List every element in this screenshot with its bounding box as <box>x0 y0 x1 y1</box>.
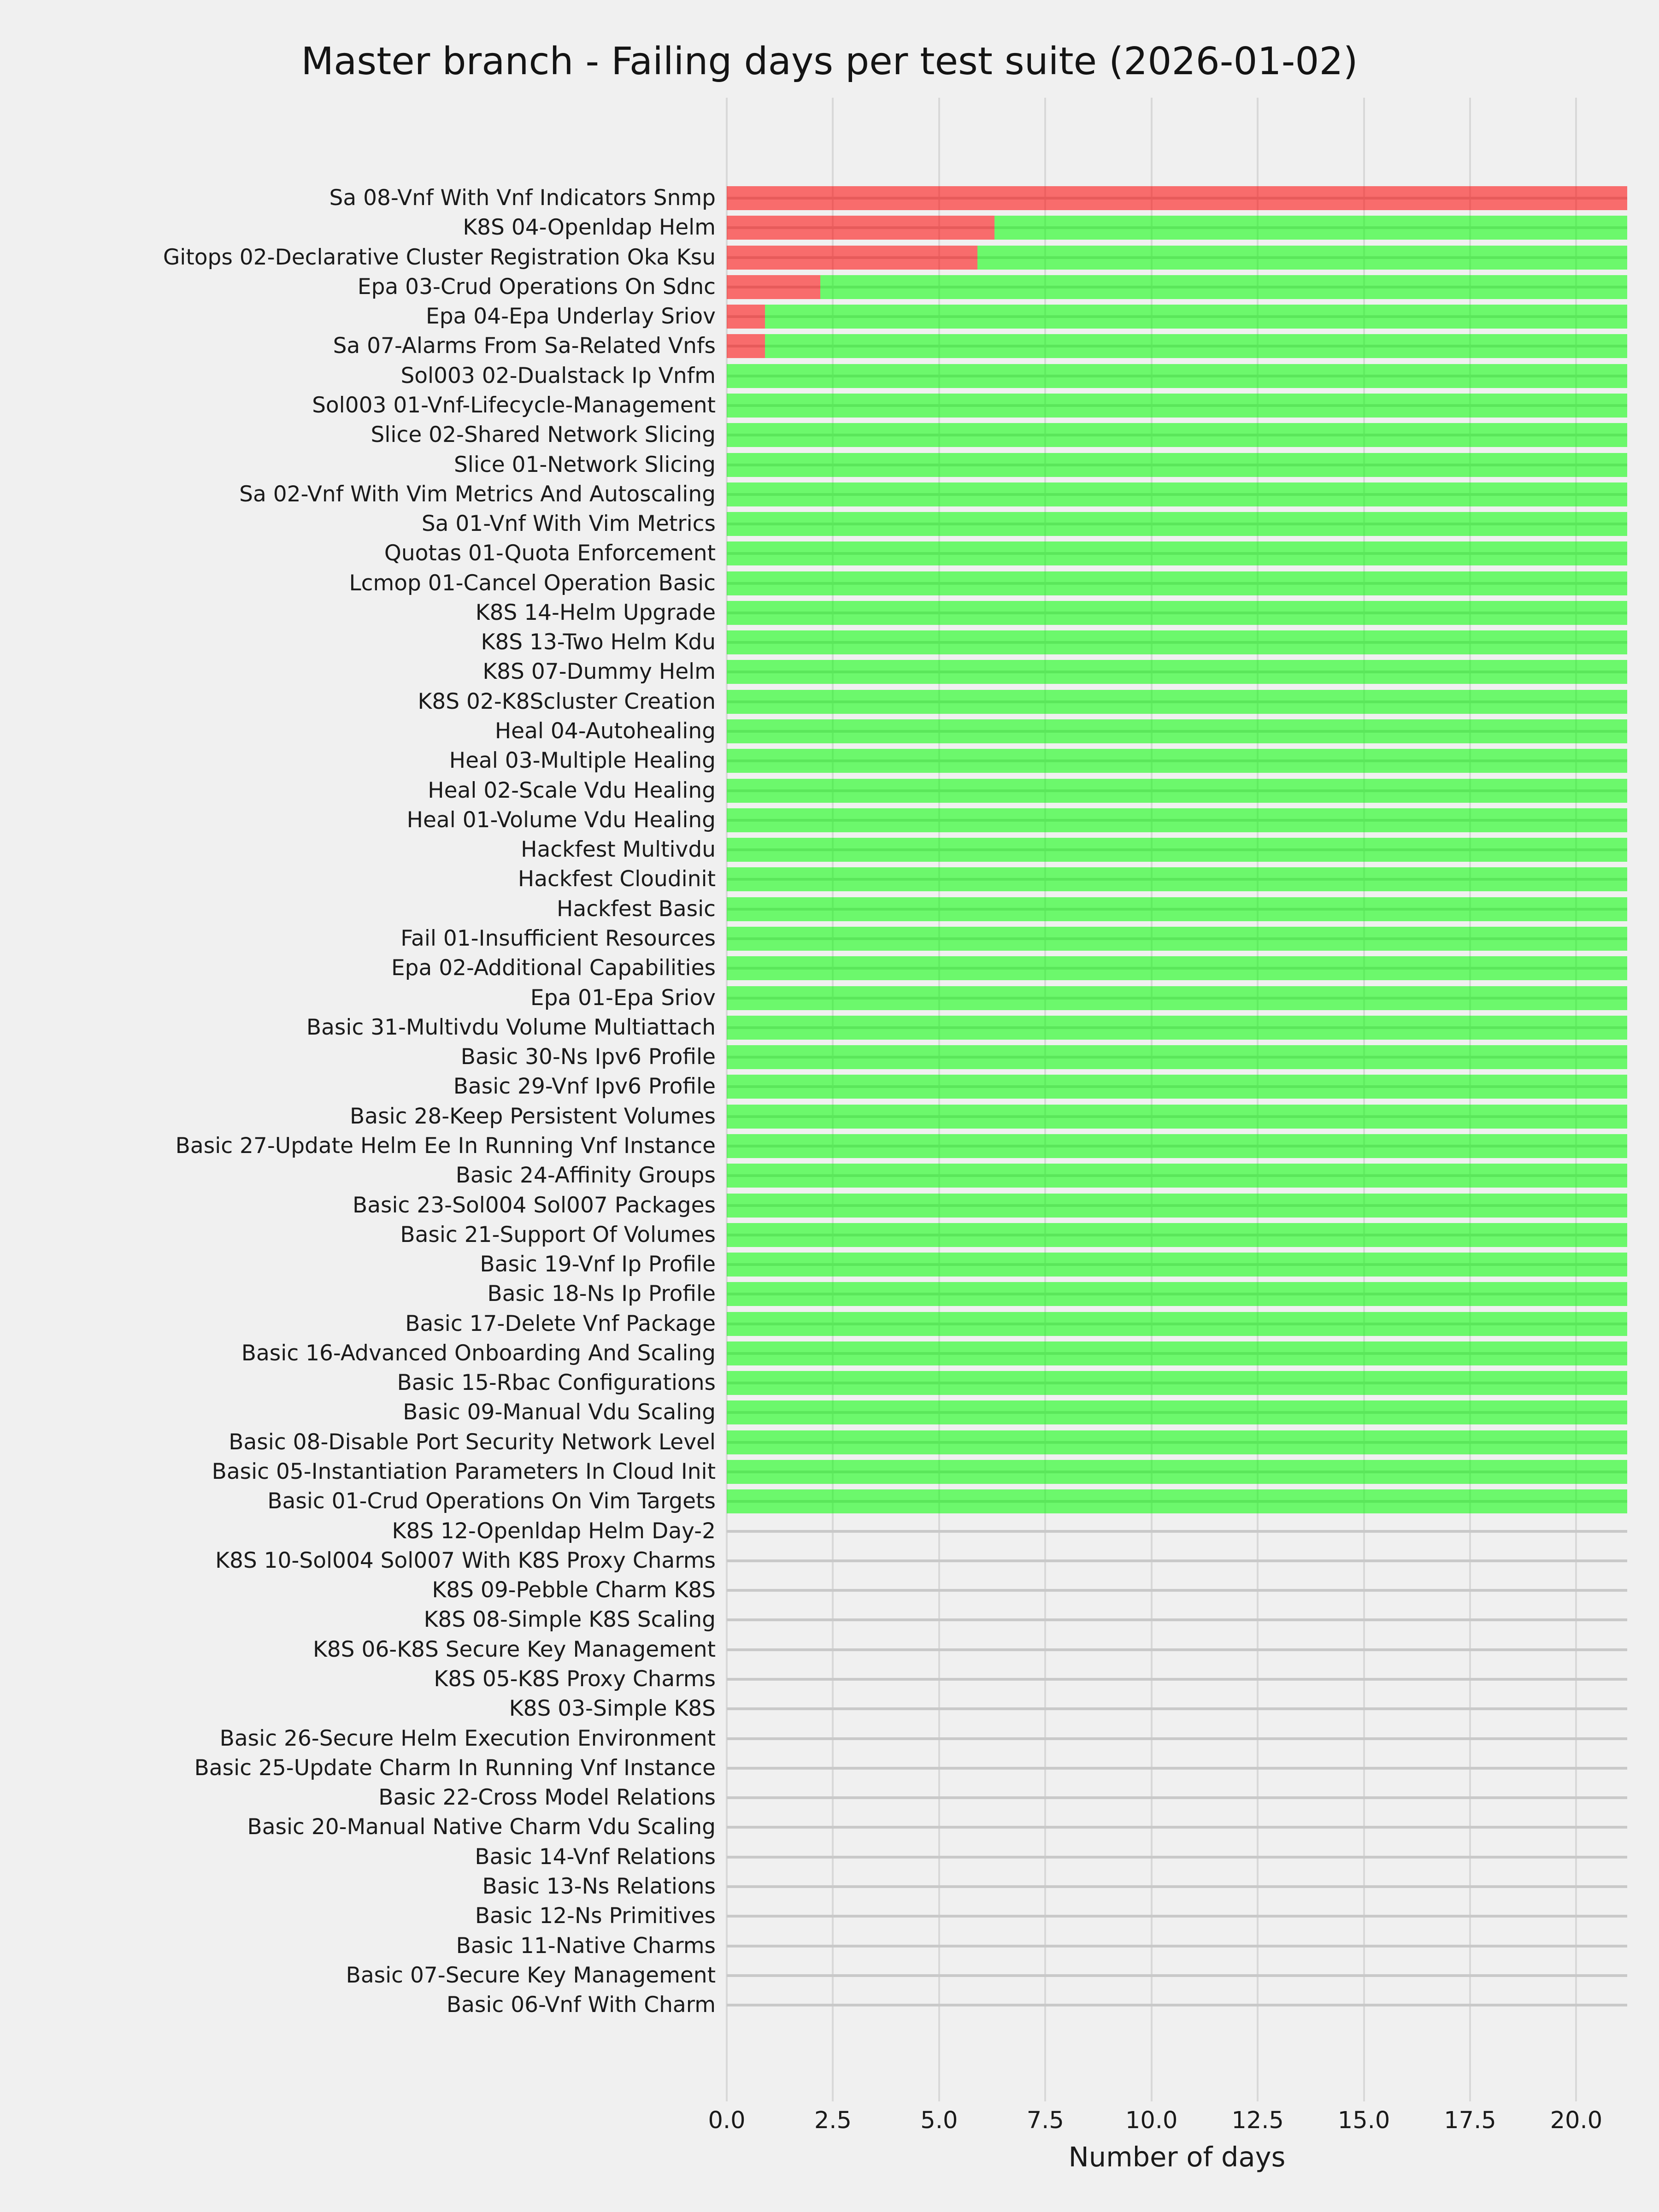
bar-passing-segment <box>977 246 1627 270</box>
bar-passing-segment <box>820 275 1627 299</box>
bar-row <box>727 482 1627 506</box>
bar-row <box>727 986 1627 1010</box>
bar-failing-segment <box>727 334 765 358</box>
bar-passing-segment <box>727 1045 1627 1069</box>
y-tick-label: Lcmop 01-Cancel Operation Basic <box>349 570 716 596</box>
y-tick-label: Epa 02-Additional Capabilities <box>391 955 716 981</box>
bar-row <box>727 1460 1627 1484</box>
bar-passing-segment <box>727 1282 1627 1306</box>
bar-failing-segment <box>727 216 994 240</box>
y-tick-label: Basic 17-Delete Vnf Package <box>405 1311 716 1336</box>
bar-row <box>727 1371 1627 1395</box>
bar-row <box>727 1194 1627 1218</box>
bar-row <box>727 453 1627 477</box>
y-tick-label: Basic 07-Secure Key Management <box>346 1962 716 1988</box>
bar-passing-segment <box>727 482 1627 506</box>
bar-passing-segment <box>765 305 1627 329</box>
y-tick-label: Heal 01-Volume Vdu Healing <box>406 807 716 833</box>
y-gridline <box>727 1826 1627 1829</box>
x-tick-label: 2.5 <box>814 2107 852 2134</box>
bar-passing-segment <box>727 1341 1627 1365</box>
bar-row <box>727 305 1627 329</box>
bar-passing-segment <box>727 986 1627 1010</box>
bar-passing-segment <box>727 749 1627 773</box>
y-tick-label: Sa 07-Alarms From Sa-Related Vnfs <box>333 333 716 359</box>
bar-row <box>727 690 1627 714</box>
y-gridline <box>727 1530 1627 1533</box>
bar-row <box>727 275 1627 299</box>
y-tick-label: Slice 01-Network Slicing <box>453 452 716 477</box>
bar-row <box>727 1341 1627 1365</box>
x-tick-label: 7.5 <box>1026 2107 1064 2134</box>
y-gridline <box>727 1737 1627 1740</box>
y-tick-label: K8S 04-Openldap Helm <box>463 215 716 241</box>
bar-row <box>727 1400 1627 1424</box>
bar-row <box>727 1312 1627 1336</box>
bar-row <box>727 630 1627 654</box>
bar-row <box>727 334 1627 358</box>
bar-row <box>727 779 1627 803</box>
bar-passing-segment <box>727 867 1627 891</box>
bar-passing-segment <box>727 779 1627 803</box>
y-tick-label: Gitops 02-Declarative Cluster Registration Oka Ksu <box>163 244 716 270</box>
y-tick-label: Basic 13-Ns Relations <box>482 1873 716 1899</box>
bar-passing-segment <box>727 956 1627 980</box>
y-tick-label: Basic 20-Manual Native Charm Vdu Scaling <box>247 1814 716 1840</box>
chart-title: Master branch - Failing days per test suite (2026-01-02) <box>301 40 1358 83</box>
bar-passing-segment <box>727 1223 1627 1247</box>
bar-passing-segment <box>727 660 1627 684</box>
y-tick-label: Fail 01-Insufficient Resources <box>400 926 716 951</box>
y-tick-label: Basic 11-Native Charms <box>456 1933 716 1959</box>
bar-row <box>727 927 1627 951</box>
bar-row <box>727 660 1627 684</box>
bar-passing-segment <box>727 1460 1627 1484</box>
bar-row <box>727 749 1627 773</box>
bar-row <box>727 1045 1627 1069</box>
bar-failing-segment <box>727 186 1627 210</box>
bar-row <box>727 1282 1627 1306</box>
y-tick-label: K8S 09-Pebble Charm K8S <box>432 1577 716 1603</box>
bar-row <box>727 601 1627 625</box>
y-tick-label: K8S 05-K8S Proxy Charms <box>434 1666 716 1692</box>
bar-row <box>727 571 1627 595</box>
y-tick-label: K8S 02-K8Scluster Creation <box>418 688 716 714</box>
y-tick-label: Basic 15-Rbac Configurations <box>397 1370 716 1396</box>
y-gridline <box>727 1618 1627 1621</box>
y-tick-label: Basic 19-Vnf Ip Profile <box>480 1252 716 1277</box>
bar-row <box>727 1430 1627 1454</box>
y-tick-label: Epa 04-Epa Underlay Sriov <box>426 304 716 329</box>
y-tick-label: Epa 03-Crud Operations On Sdnc <box>357 274 716 300</box>
y-gridline <box>727 1707 1627 1710</box>
bar-row <box>727 956 1627 980</box>
bar-passing-segment <box>727 423 1627 447</box>
y-tick-label: Heal 04-Autohealing <box>494 718 716 744</box>
bar-row <box>727 1075 1627 1099</box>
y-tick-label: Hackfest Basic <box>557 896 716 922</box>
y-tick-label: Basic 16-Advanced Onboarding And Scaling <box>241 1340 716 1366</box>
bar-row <box>727 541 1627 565</box>
y-tick-label: Sa 01-Vnf With Vim Metrics <box>421 511 716 537</box>
y-gridline <box>727 1796 1627 1799</box>
bar-row <box>727 512 1627 536</box>
y-tick-label: Basic 31-Multivdu Volume Multiattach <box>306 1014 716 1040</box>
y-tick-label: Basic 25-Update Charm In Running Vnf Instance <box>194 1755 716 1781</box>
bar-passing-segment <box>727 897 1627 921</box>
y-tick-label: Quotas 01-Quota Enforcement <box>384 541 716 566</box>
y-tick-label: Basic 27-Update Helm Ee In Running Vnf Instance <box>175 1133 716 1159</box>
y-tick-label: Sol003 01-Vnf-Lifecycle-Management <box>312 392 716 418</box>
y-tick-label: Basic 09-Manual Vdu Scaling <box>403 1400 716 1425</box>
y-gridline <box>727 1974 1627 1977</box>
y-tick-label: K8S 14-Helm Upgrade <box>475 600 716 625</box>
y-tick-label: Basic 24-Affinity Groups <box>455 1163 716 1188</box>
y-tick-label: Basic 06-Vnf With Charm <box>446 1992 716 2018</box>
y-tick-label: K8S 08-Simple K8S Scaling <box>424 1607 716 1633</box>
bar-row <box>727 1016 1627 1040</box>
bar-failing-segment <box>727 305 765 329</box>
bar-row <box>727 394 1627 418</box>
bar-passing-segment <box>727 1134 1627 1158</box>
bar-passing-segment <box>727 512 1627 536</box>
y-tick-label: Heal 03-Multiple Healing <box>449 748 716 774</box>
bar-passing-segment <box>765 334 1627 358</box>
y-gridline <box>727 1885 1627 1888</box>
bar-passing-segment <box>727 1312 1627 1336</box>
bar-row <box>727 364 1627 388</box>
bar-passing-segment <box>727 453 1627 477</box>
bar-row <box>727 186 1627 210</box>
bar-passing-segment <box>727 927 1627 951</box>
bar-passing-segment <box>727 601 1627 625</box>
x-axis-label: Number of days <box>1068 2141 1286 2173</box>
bar-failing-segment <box>727 246 977 270</box>
y-tick-label: K8S 03-Simple K8S <box>509 1696 716 1722</box>
y-gridline <box>727 1915 1627 1918</box>
x-tick-label: 15.0 <box>1337 2107 1390 2134</box>
bar-row <box>727 1134 1627 1158</box>
y-tick-label: Basic 26-Secure Helm Execution Environment <box>219 1725 716 1751</box>
x-tick-label: 20.0 <box>1550 2107 1603 2134</box>
y-tick-label: Basic 21-Support Of Volumes <box>400 1222 716 1247</box>
bar-row <box>727 808 1627 832</box>
bar-row <box>727 1105 1627 1129</box>
y-tick-label: Basic 18-Ns Ip Profile <box>487 1281 716 1307</box>
y-tick-label: K8S 13-Two Helm Kdu <box>481 629 716 655</box>
x-tick-label: 12.5 <box>1231 2107 1284 2134</box>
bar-row <box>727 1223 1627 1247</box>
y-gridline <box>727 2004 1627 2006</box>
bar-passing-segment <box>727 571 1627 595</box>
y-tick-label: Basic 12-Ns Primitives <box>475 1903 716 1929</box>
y-tick-label: Basic 08-Disable Port Security Network Level <box>229 1429 716 1455</box>
bar-row <box>727 1489 1627 1513</box>
y-tick-label: Sa 08-Vnf With Vnf Indicators Snmp <box>329 185 716 211</box>
bar-passing-segment <box>727 838 1627 862</box>
x-tick-label: 17.5 <box>1444 2107 1496 2134</box>
bar-passing-segment <box>727 394 1627 418</box>
y-tick-label: K8S 07-Dummy Helm <box>482 659 716 685</box>
bar-row <box>727 867 1627 891</box>
y-gridline <box>727 1856 1627 1859</box>
y-tick-label: Sa 02-Vnf With Vim Metrics And Autoscaling <box>239 481 716 507</box>
bar-row <box>727 1164 1627 1188</box>
y-tick-label: Basic 22-Cross Model Relations <box>378 1785 716 1811</box>
bar-passing-segment <box>727 1016 1627 1040</box>
y-tick-label: Basic 23-Sol004 Sol007 Packages <box>352 1192 716 1218</box>
y-gridline <box>727 1678 1627 1681</box>
bar-row <box>727 838 1627 862</box>
y-tick-label: Basic 01-Crud Operations On Vim Targets <box>267 1488 716 1514</box>
bar-passing-segment <box>727 364 1627 388</box>
bar-passing-segment <box>727 1164 1627 1188</box>
bar-passing-segment <box>727 1371 1627 1395</box>
bar-failing-segment <box>727 275 820 299</box>
bar-passing-segment <box>727 1105 1627 1129</box>
x-tick-label: 5.0 <box>920 2107 958 2134</box>
bar-passing-segment <box>727 690 1627 714</box>
bar-row <box>727 897 1627 921</box>
bar-passing-segment <box>727 1194 1627 1218</box>
bar-passing-segment <box>727 1253 1627 1277</box>
y-tick-label: Basic 05-Instantiation Parameters In Cloud Init <box>212 1459 716 1485</box>
bar-row <box>727 1253 1627 1277</box>
y-gridline <box>727 1589 1627 1592</box>
bar-row <box>727 719 1627 743</box>
y-tick-label: Sol003 02-Dualstack Ip Vnfm <box>400 363 716 388</box>
y-tick-label: Epa 01-Epa Sriov <box>530 985 716 1011</box>
bar-passing-segment <box>727 1075 1627 1099</box>
y-gridline <box>727 1767 1627 1770</box>
y-tick-label: Basic 14-Vnf Relations <box>475 1844 716 1870</box>
bar-passing-segment <box>727 541 1627 565</box>
bar-passing-segment <box>727 630 1627 654</box>
y-tick-label: Hackfest Multivdu <box>521 837 716 863</box>
y-tick-label: Slice 02-Shared Network Slicing <box>371 422 716 448</box>
y-gridline <box>727 1559 1627 1562</box>
y-tick-label: Basic 29-Vnf Ipv6 Profile <box>453 1074 716 1100</box>
bar-row <box>727 246 1627 270</box>
bar-passing-segment <box>727 1430 1627 1454</box>
bar-passing-segment <box>727 719 1627 743</box>
y-tick-label: K8S 06-K8S Secure Key Management <box>312 1636 716 1662</box>
bar-passing-segment <box>994 216 1627 240</box>
bar-row <box>727 423 1627 447</box>
y-tick-label: K8S 12-Openldap Helm Day-2 <box>392 1518 716 1544</box>
x-tick-label: 0.0 <box>708 2107 746 2134</box>
y-tick-label: Hackfest Cloudinit <box>518 866 716 892</box>
bar-passing-segment <box>727 808 1627 832</box>
y-tick-label: Basic 30-Ns Ipv6 Profile <box>460 1044 716 1070</box>
y-tick-label: K8S 10-Sol004 Sol007 With K8S Proxy Charms <box>215 1547 716 1573</box>
bar-passing-segment <box>727 1489 1627 1513</box>
y-gridline <box>727 1945 1627 1947</box>
y-tick-label: Heal 02-Scale Vdu Healing <box>428 777 716 803</box>
y-gridline <box>727 1648 1627 1651</box>
bar-passing-segment <box>727 1400 1627 1424</box>
x-tick-label: 10.0 <box>1125 2107 1178 2134</box>
y-tick-label: Basic 28-Keep Persistent Volumes <box>350 1103 716 1129</box>
bar-row <box>727 216 1627 240</box>
